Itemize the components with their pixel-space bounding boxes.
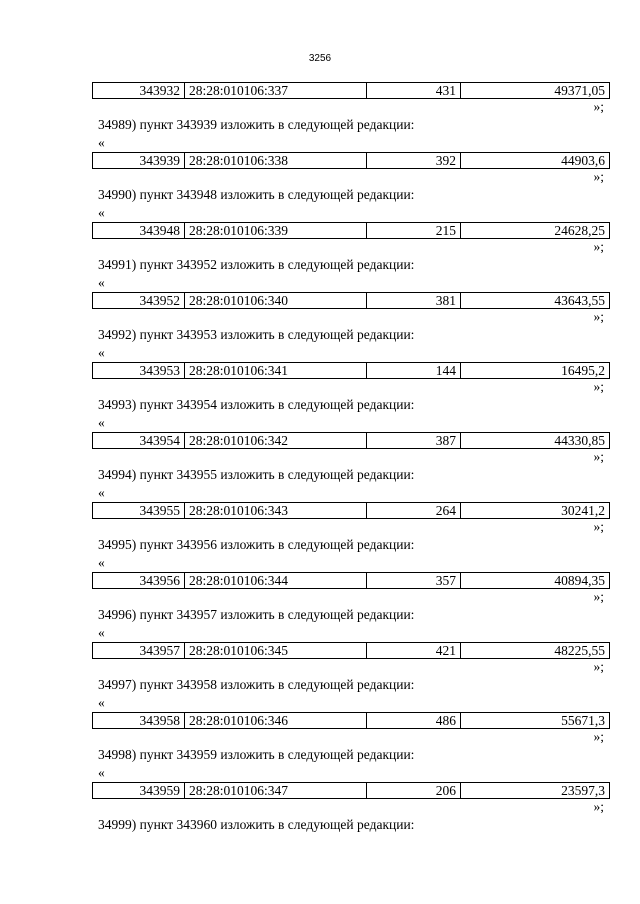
item-number-cell: 343956 bbox=[93, 573, 185, 588]
table-row bbox=[92, 782, 610, 799]
value-cell: 48225,55 bbox=[554, 643, 605, 658]
table-row bbox=[92, 712, 610, 729]
item-number-cell: 343958 bbox=[93, 713, 185, 728]
entry-block bbox=[92, 712, 610, 780]
amendment-instruction: 34989) пункт 343939 изложить в следующей редакции: bbox=[98, 117, 415, 132]
entry-block bbox=[92, 292, 610, 360]
entry-block bbox=[92, 362, 610, 430]
area-cell: 421 bbox=[367, 643, 461, 658]
entry-block bbox=[92, 222, 610, 290]
cadastral-number-cell: 28:28:010106:337 bbox=[185, 83, 367, 98]
area-cell: 431 bbox=[367, 83, 461, 98]
opening-quote: « bbox=[98, 625, 105, 640]
amendment-instruction: 34996) пункт 343957 изложить в следующей редакции: bbox=[98, 607, 415, 622]
cadastral-number-cell: 28:28:010106:339 bbox=[185, 223, 367, 238]
area-cell: 387 bbox=[367, 433, 461, 448]
page-number: 3256 bbox=[308, 53, 332, 64]
table-row bbox=[92, 152, 610, 169]
closing-quote: »; bbox=[593, 519, 604, 534]
cadastral-number-cell: 28:28:010106:341 bbox=[185, 363, 367, 378]
closing-quote: »; bbox=[593, 799, 604, 814]
closing-quote: »; bbox=[593, 449, 604, 464]
opening-quote: « bbox=[98, 135, 105, 150]
value-cell: 44903,6 bbox=[561, 153, 605, 168]
value-cell: 23597,3 bbox=[561, 783, 605, 798]
opening-quote: « bbox=[98, 205, 105, 220]
item-number-cell: 343939 bbox=[93, 153, 185, 168]
entry-block bbox=[92, 502, 610, 570]
table-row bbox=[92, 292, 610, 309]
closing-quote: »; bbox=[593, 309, 604, 324]
area-cell: 392 bbox=[367, 153, 461, 168]
table-row bbox=[92, 572, 610, 589]
entry-block bbox=[92, 432, 610, 500]
value-cell: 55671,3 bbox=[561, 713, 605, 728]
opening-quote: « bbox=[98, 345, 105, 360]
amendment-instruction: 34998) пункт 343959 изложить в следующей редакции: bbox=[98, 747, 415, 762]
entry-block bbox=[92, 782, 610, 832]
closing-quote: »; bbox=[593, 729, 604, 744]
cadastral-number-cell: 28:28:010106:346 bbox=[185, 713, 367, 728]
amendment-instruction: 34993) пункт 343954 изложить в следующей редакции: bbox=[98, 397, 415, 412]
value-cell: 44330,85 bbox=[554, 433, 605, 448]
cadastral-number-cell: 28:28:010106:347 bbox=[185, 783, 367, 798]
item-number-cell: 343959 bbox=[93, 783, 185, 798]
item-number-cell: 343952 bbox=[93, 293, 185, 308]
amendment-instruction: 34995) пункт 343956 изложить в следующей редакции: bbox=[98, 537, 415, 552]
table-row bbox=[92, 502, 610, 519]
opening-quote: « bbox=[98, 485, 105, 500]
amendment-instruction: 34992) пункт 343953 изложить в следующей редакции: bbox=[98, 327, 415, 342]
closing-quote: »; bbox=[593, 169, 604, 184]
value-cell: 43643,55 bbox=[554, 293, 605, 308]
value-cell: 49371,05 bbox=[554, 83, 605, 98]
cadastral-number-cell: 28:28:010106:342 bbox=[185, 433, 367, 448]
opening-quote: « bbox=[98, 765, 105, 780]
value-cell: 40894,35 bbox=[554, 573, 605, 588]
item-number-cell: 343932 bbox=[93, 83, 185, 98]
item-number-cell: 343948 bbox=[93, 223, 185, 238]
area-cell: 357 bbox=[367, 573, 461, 588]
table-row bbox=[92, 362, 610, 379]
closing-quote: »; bbox=[593, 659, 604, 674]
table-row bbox=[92, 642, 610, 659]
entry-block bbox=[92, 152, 610, 220]
area-cell: 486 bbox=[367, 713, 461, 728]
closing-quote: »; bbox=[593, 239, 604, 254]
closing-quote: »; bbox=[593, 589, 604, 604]
amendment-instruction: 34994) пункт 343955 изложить в следующей редакции: bbox=[98, 467, 415, 482]
entry-block bbox=[92, 82, 610, 150]
item-number-cell: 343954 bbox=[93, 433, 185, 448]
table-row bbox=[92, 432, 610, 449]
cadastral-number-cell: 28:28:010106:340 bbox=[185, 293, 367, 308]
table-row bbox=[92, 82, 610, 99]
item-number-cell: 343957 bbox=[93, 643, 185, 658]
opening-quote: « bbox=[98, 275, 105, 290]
area-cell: 206 bbox=[367, 783, 461, 798]
closing-quote: »; bbox=[593, 379, 604, 394]
amendment-instruction: 34999) пункт 343960 изложить в следующей редакции: bbox=[98, 817, 415, 832]
amendment-instruction: 34991) пункт 343952 изложить в следующей редакции: bbox=[98, 257, 415, 272]
amendment-instruction: 34997) пункт 343958 изложить в следующей редакции: bbox=[98, 677, 415, 692]
item-number-cell: 343953 bbox=[93, 363, 185, 378]
entry-block bbox=[92, 642, 610, 710]
area-cell: 381 bbox=[367, 293, 461, 308]
value-cell: 30241,2 bbox=[561, 503, 605, 518]
cadastral-number-cell: 28:28:010106:344 bbox=[185, 573, 367, 588]
opening-quote: « bbox=[98, 555, 105, 570]
cadastral-number-cell: 28:28:010106:343 bbox=[185, 503, 367, 518]
cadastral-number-cell: 28:28:010106:345 bbox=[185, 643, 367, 658]
area-cell: 215 bbox=[367, 223, 461, 238]
cadastral-number-cell: 28:28:010106:338 bbox=[185, 153, 367, 168]
value-cell: 16495,2 bbox=[561, 363, 605, 378]
amendment-instruction: 34990) пункт 343948 изложить в следующей редакции: bbox=[98, 187, 415, 202]
table-row bbox=[92, 222, 610, 239]
opening-quote: « bbox=[98, 695, 105, 710]
item-number-cell: 343955 bbox=[93, 503, 185, 518]
area-cell: 264 bbox=[367, 503, 461, 518]
entry-block bbox=[92, 572, 610, 640]
closing-quote: »; bbox=[593, 99, 604, 114]
area-cell: 144 bbox=[367, 363, 461, 378]
opening-quote: « bbox=[98, 415, 105, 430]
value-cell: 24628,25 bbox=[554, 223, 605, 238]
